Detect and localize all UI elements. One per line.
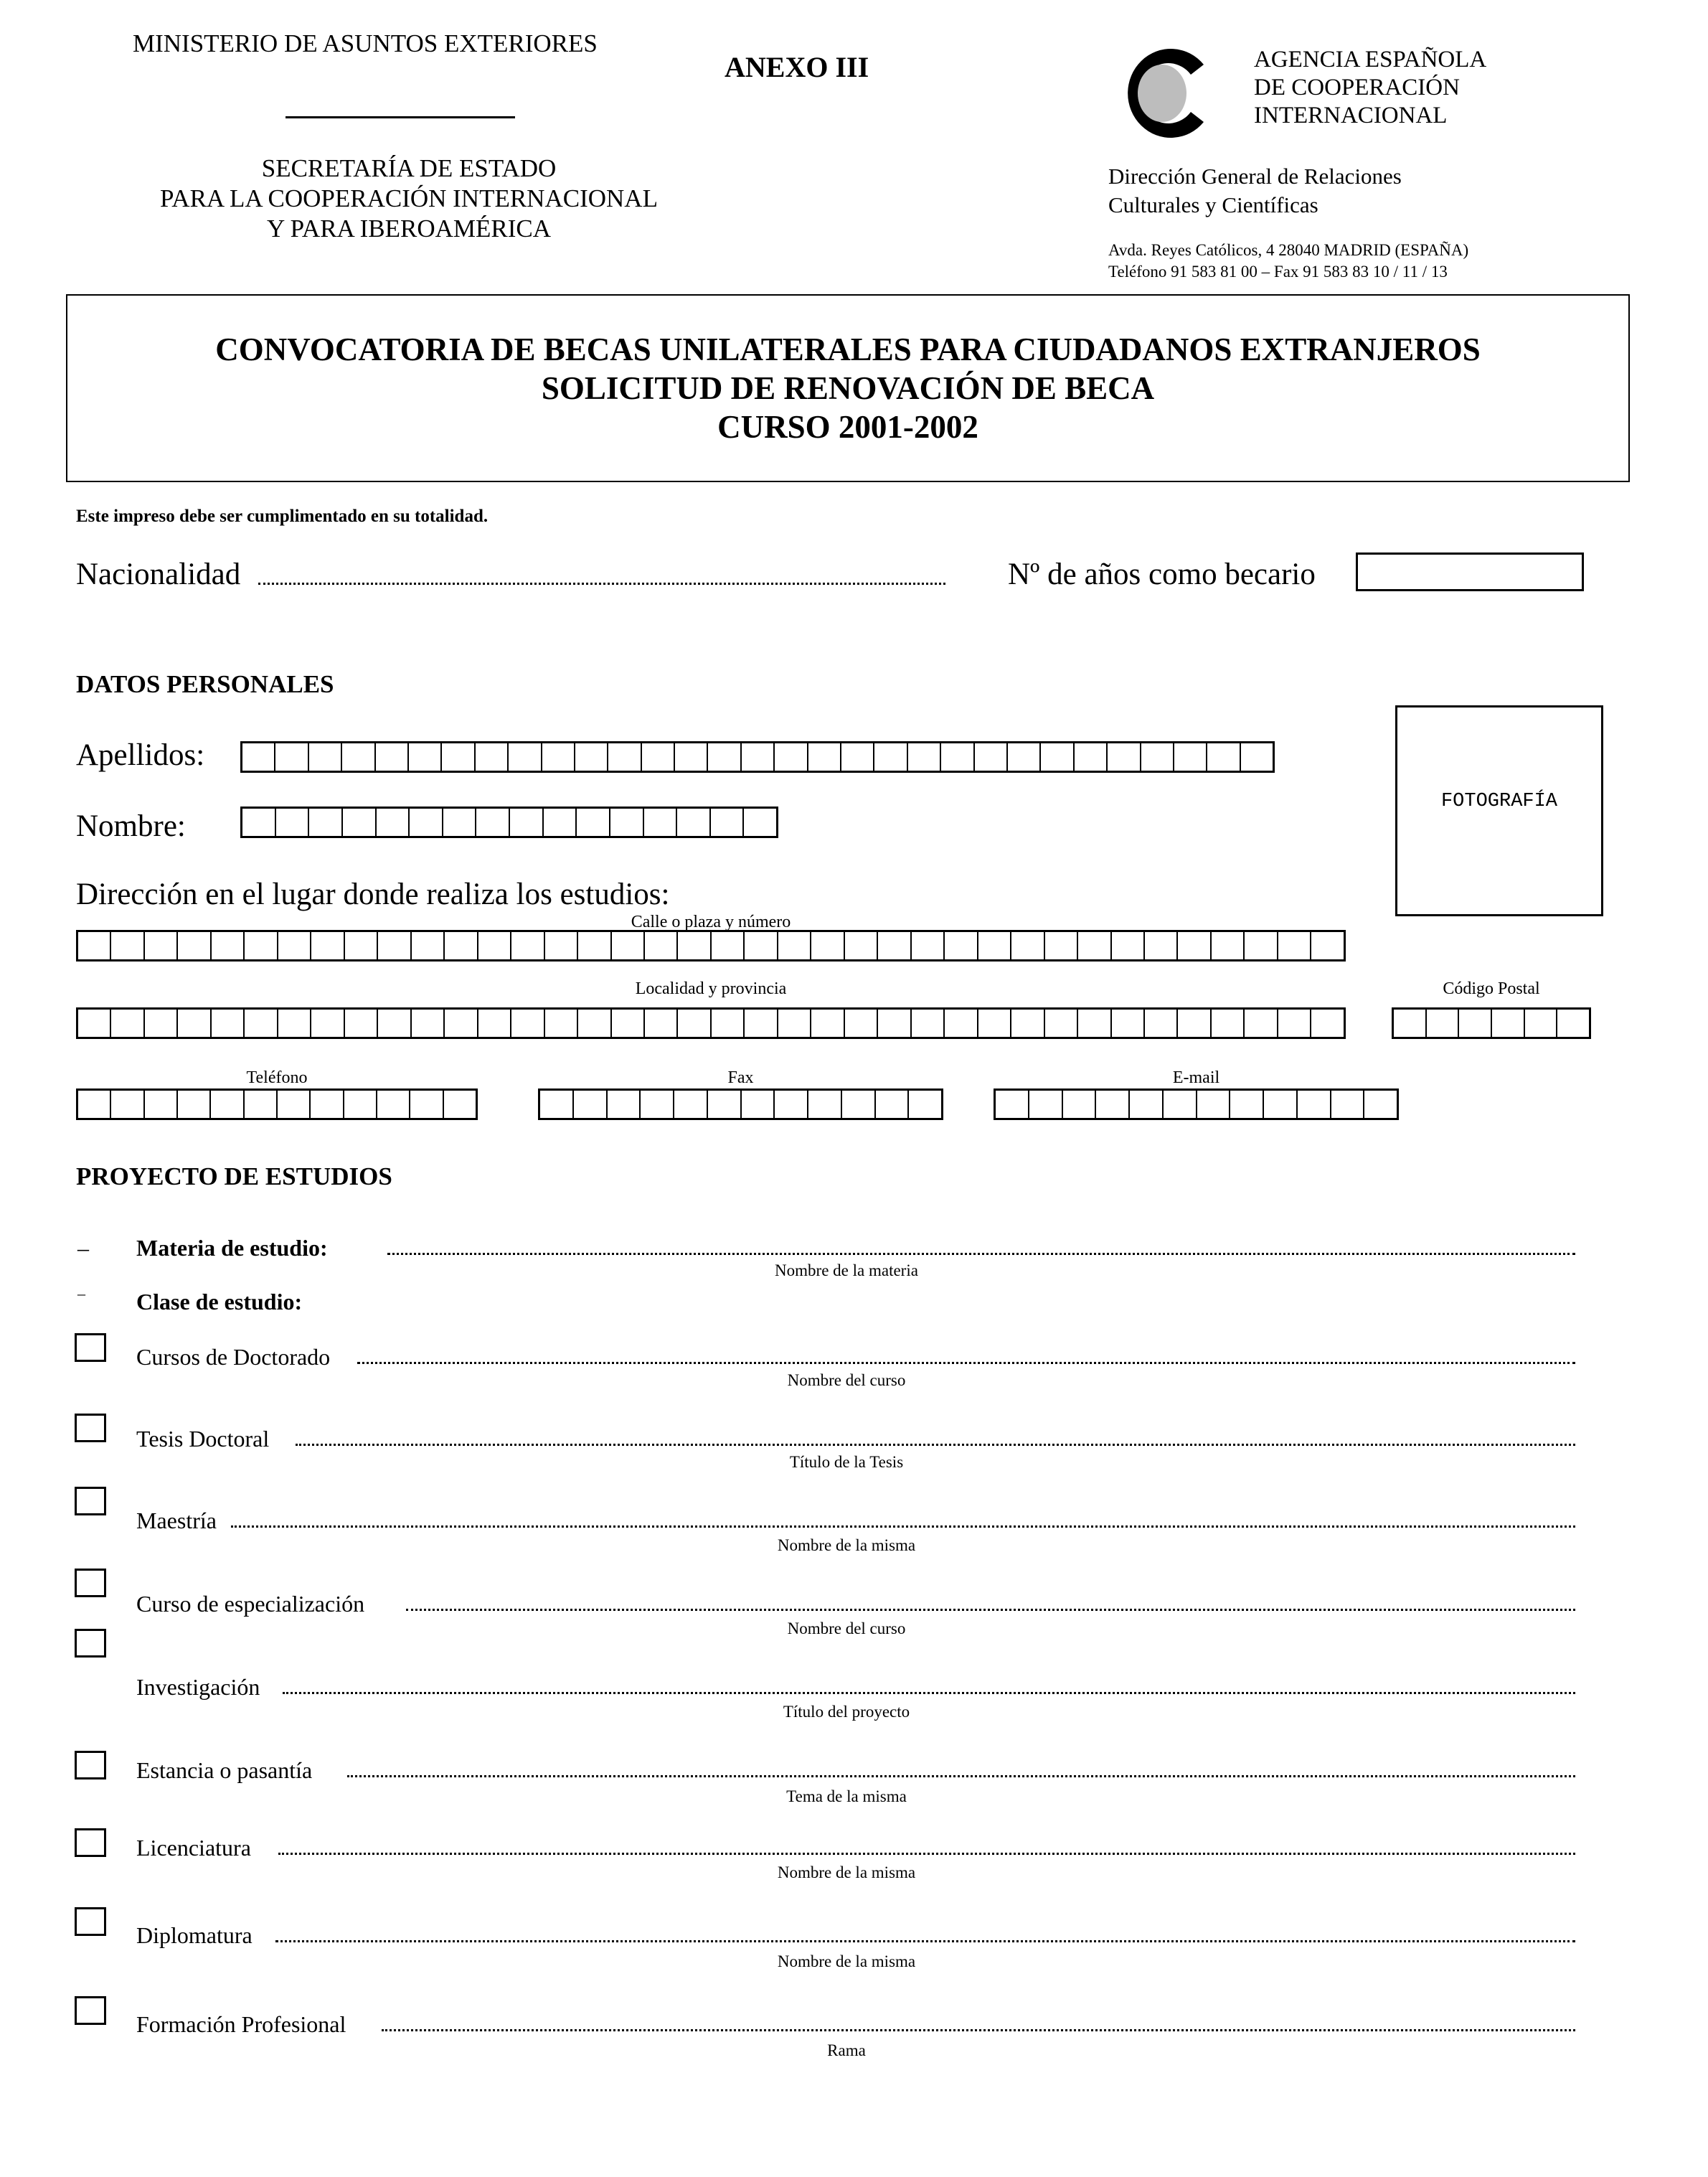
curso-especializacion-field[interactable] (406, 1609, 1575, 1611)
tesis-doctoral-label: Tesis Doctoral (136, 1426, 270, 1452)
cursos-doctorado-sub: Nombre del curso (787, 1371, 906, 1389)
email-input[interactable] (994, 1088, 1399, 1120)
header-divider (286, 116, 515, 118)
title-line-1: CONVOCATORIA DE BECAS UNILATERALES PARA CIUDADANOS EXTRANJEROS (215, 332, 1481, 367)
secretaria-line: SECRETARÍA DE ESTADO (261, 154, 557, 182)
licenciatura-field[interactable] (278, 1853, 1575, 1855)
telefono-label: Teléfono (246, 1068, 308, 1087)
licenciatura-label: Licenciatura (136, 1835, 251, 1861)
nacionalidad-field[interactable] (258, 583, 945, 585)
tesis-doctoral-field[interactable] (296, 1444, 1575, 1446)
formacion-profesional-checkbox[interactable] (75, 1996, 106, 2025)
direccion-general-line: Culturales y Científicas (1108, 192, 1318, 217)
diplomatura-sub: Nombre de la misma (777, 1952, 916, 1970)
tesis-doctoral-sub: Título de la Tesis (789, 1453, 904, 1471)
diplomatura-label: Diplomatura (136, 1922, 253, 1948)
codigo-postal-label: Código Postal (1443, 979, 1540, 998)
anios-becario-input[interactable] (1356, 553, 1584, 591)
agency-address: Avda. Reyes Católicos, 4 28040 MADRID (ESPAÑA) (1108, 241, 1469, 259)
localidad-input[interactable] (76, 1007, 1346, 1039)
curso-especializacion-label: Curso de especialización (136, 1591, 365, 1617)
maestria-label: Maestría (136, 1508, 217, 1533)
nacionalidad-label: Nacionalidad (76, 558, 241, 591)
aeci-logo (1119, 43, 1212, 144)
agency-line: INTERNACIONAL (1254, 103, 1448, 128)
licenciatura-sub: Nombre de la misma (777, 1863, 916, 1881)
secretaria-line: PARA LA COOPERACIÓN INTERNACIONAL (160, 184, 658, 212)
estancia-sub: Tema de la misma (786, 1787, 907, 1805)
calle-input[interactable] (76, 930, 1346, 961)
anios-becario-label: Nº de años como becario (1008, 558, 1316, 591)
calle-label: Calle o plaza y número (631, 913, 791, 931)
direccion-general-line: Dirección General de Relaciones (1108, 164, 1402, 189)
maestria-field[interactable] (231, 1525, 1575, 1528)
diplomatura-field[interactable] (275, 1940, 1575, 1942)
direccion-label: Dirección en el lugar donde realiza los estudios: (76, 878, 670, 911)
photo-box (1395, 705, 1603, 916)
investigacion-field[interactable] (283, 1692, 1575, 1694)
estancia-label: Estancia o pasantía (136, 1757, 313, 1783)
materia-field[interactable] (387, 1253, 1575, 1255)
telefono-input[interactable] (76, 1088, 478, 1120)
codigo-postal-input[interactable] (1392, 1007, 1591, 1039)
agency-phone: Teléfono 91 583 81 00 – Fax 91 583 83 10 / 11 / 13 (1108, 263, 1448, 281)
agency-line: DE COOPERACIÓN (1254, 75, 1460, 100)
formacion-profesional-field[interactable] (382, 2029, 1575, 2031)
clase-label: Clase de estudio: (136, 1289, 303, 1315)
datos-personales-heading: DATOS PERSONALES (76, 670, 334, 698)
materia-label: Materia de estudio: (136, 1235, 328, 1261)
dash-marker: – (77, 1235, 89, 1261)
proyecto-heading: PROYECTO DE ESTUDIOS (76, 1162, 392, 1190)
investigacion-label: Investigación (136, 1674, 260, 1700)
curso-especializacion-checkbox[interactable] (75, 1569, 106, 1597)
dash-marker: – (77, 1284, 85, 1302)
secretaria-block (86, 154, 732, 244)
nombre-input[interactable] (240, 807, 778, 838)
investigacion-sub: Título del proyecto (783, 1703, 910, 1721)
nombre-label: Nombre: (76, 809, 186, 843)
agency-contact (1108, 240, 1468, 283)
formacion-profesional-sub: Rama (827, 2041, 866, 2059)
materia-sub: Nombre de la materia (775, 1261, 918, 1279)
maestria-checkbox[interactable] (75, 1487, 106, 1515)
title-box (66, 294, 1630, 482)
agency-line: AGENCIA ESPAÑOLA (1254, 47, 1487, 72)
tesis-doctoral-checkbox[interactable] (75, 1414, 106, 1442)
cursos-doctorado-field[interactable] (357, 1362, 1575, 1364)
apellidos-input[interactable] (240, 741, 1275, 773)
email-label: E-mail (1172, 1068, 1220, 1087)
diplomatura-checkbox[interactable] (75, 1907, 106, 1936)
title-line-3: CURSO 2001-2002 (717, 409, 978, 445)
licenciatura-checkbox[interactable] (75, 1828, 106, 1857)
cursos-doctorado-label: Cursos de Doctorado (136, 1344, 331, 1370)
fax-input[interactable] (538, 1088, 943, 1120)
secretaria-line: Y PARA IBEROAMÉRICA (266, 215, 552, 243)
formacion-profesional-label: Formación Profesional (136, 2011, 346, 2037)
ministry-name: MINISTERIO DE ASUNTOS EXTERIORES (133, 29, 598, 57)
agency-name (1254, 46, 1486, 130)
estancia-field[interactable] (347, 1775, 1575, 1777)
notice-text: Este impreso debe ser cumplimentado en su totalidad. (76, 507, 489, 526)
anexo-label: ANEXO III (725, 51, 869, 83)
estancia-checkbox[interactable] (75, 1751, 106, 1779)
maestria-sub: Nombre de la misma (777, 1536, 916, 1554)
investigacion-checkbox[interactable] (75, 1629, 106, 1658)
apellidos-label: Apellidos: (76, 738, 205, 772)
curso-especializacion-sub: Nombre del curso (787, 1619, 906, 1637)
direccion-general (1108, 162, 1402, 220)
photo-label: FOTOGRAFÍA (1440, 791, 1558, 812)
localidad-label: Localidad y provincia (635, 979, 787, 998)
fax-label: Fax (727, 1068, 754, 1087)
cursos-doctorado-checkbox[interactable] (75, 1333, 106, 1362)
title-line-2: SOLICITUD DE RENOVACIÓN DE BECA (541, 370, 1155, 406)
